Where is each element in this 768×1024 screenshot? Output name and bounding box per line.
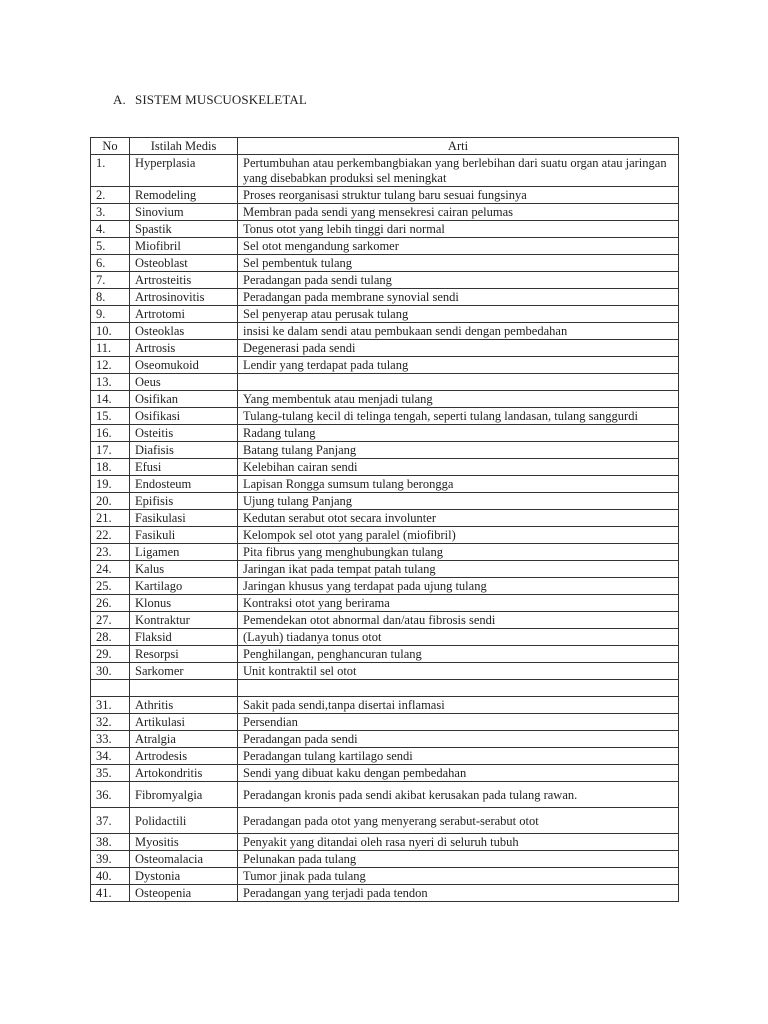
table-row	[91, 391, 679, 408]
row-definition: Sakit pada sendi,tanpa disertai inflamasi	[238, 697, 679, 714]
table-row	[91, 340, 679, 357]
table-row	[91, 629, 679, 646]
row-definition: Jaringan khusus yang terdapat pada ujung tulang	[238, 578, 679, 595]
row-term: Myositis	[130, 834, 238, 851]
table-row	[91, 238, 679, 255]
row-number: 39.	[91, 851, 130, 868]
table-row	[91, 221, 679, 238]
row-number: 16.	[91, 425, 130, 442]
table-row	[91, 527, 679, 544]
row-term: Resorpsi	[130, 646, 238, 663]
terms-table	[90, 137, 679, 902]
table-row	[91, 885, 679, 902]
row-definition: Lendir yang terdapat pada tulang	[238, 357, 679, 374]
row-number: 32.	[91, 714, 130, 731]
row-definition: Pemendekan otot abnormal dan/atau fibrosis sendi	[238, 612, 679, 629]
row-definition: Sendi yang dibuat kaku dengan pembedahan	[238, 765, 679, 782]
table-row	[91, 442, 679, 459]
row-definition: Tonus otot yang lebih tinggi dari normal	[238, 221, 679, 238]
row-number: 24.	[91, 561, 130, 578]
table-row	[91, 306, 679, 323]
table-row	[91, 476, 679, 493]
row-definition: Ujung tulang Panjang	[238, 493, 679, 510]
row-term: Osteitis	[130, 425, 238, 442]
row-definition: Unit kontraktil sel otot	[238, 663, 679, 680]
row-term: Sarkomer	[130, 663, 238, 680]
row-number: 38.	[91, 834, 130, 851]
row-definition: Jaringan ikat pada tempat patah tulang	[238, 561, 679, 578]
row-term: Osifikan	[130, 391, 238, 408]
row-term: Dystonia	[130, 868, 238, 885]
row-definition: Peradangan pada membrane synovial sendi	[238, 289, 679, 306]
table-row	[91, 748, 679, 765]
table-row	[91, 851, 679, 868]
row-term: Athritis	[130, 697, 238, 714]
row-term: Osifikasi	[130, 408, 238, 425]
row-definition: Batang tulang Panjang	[238, 442, 679, 459]
row-number: 31.	[91, 697, 130, 714]
row-definition: Sel pembentuk tulang	[238, 255, 679, 272]
row-number: 13.	[91, 374, 130, 391]
row-term: Artrotomi	[130, 306, 238, 323]
table-row	[91, 714, 679, 731]
row-term: Artrosis	[130, 340, 238, 357]
row-number: 14.	[91, 391, 130, 408]
table-row-blank	[91, 680, 679, 697]
row-number: 19.	[91, 476, 130, 493]
table-row	[91, 731, 679, 748]
row-number: 9.	[91, 306, 130, 323]
row-definition: Peradangan pada sendi tulang	[238, 272, 679, 289]
header-definition: Arti	[238, 138, 679, 155]
row-definition: Yang membentuk atau menjadi tulang	[238, 391, 679, 408]
row-number: 11.	[91, 340, 130, 357]
row-definition: Kelebihan cairan sendi	[238, 459, 679, 476]
row-definition: Pita fibrus yang menghubungkan tulang	[238, 544, 679, 561]
row-number: 26.	[91, 595, 130, 612]
row-term: Diafisis	[130, 442, 238, 459]
table-row	[91, 765, 679, 782]
row-term: Artokondritis	[130, 765, 238, 782]
row-definition: Penyakit yang ditandai oleh rasa nyeri di seluruh tubuh	[238, 834, 679, 851]
row-definition	[238, 680, 679, 697]
row-term: Fasikulasi	[130, 510, 238, 527]
row-definition: Proses reorganisasi struktur tulang baru sesuai fungsinya	[238, 187, 679, 204]
section-number: A.	[113, 92, 126, 107]
row-term: Fibromyalgia	[130, 782, 238, 808]
row-number: 37.	[91, 808, 130, 834]
table-row	[91, 272, 679, 289]
row-term: Atralgia	[130, 731, 238, 748]
row-term: Oeus	[130, 374, 238, 391]
row-term: Remodeling	[130, 187, 238, 204]
table-row	[91, 408, 679, 425]
header-no: No	[91, 138, 130, 155]
section-title: SISTEM MUSCUOSKELETAL	[135, 92, 307, 107]
row-term	[130, 680, 238, 697]
row-term: Osteoklas	[130, 323, 238, 340]
row-number: 22.	[91, 527, 130, 544]
table-row	[91, 578, 679, 595]
row-definition: Pelunakan pada tulang	[238, 851, 679, 868]
row-term: Klonus	[130, 595, 238, 612]
row-term: Osteoblast	[130, 255, 238, 272]
table-row	[91, 663, 679, 680]
terms-table-body	[91, 155, 679, 902]
table-row	[91, 204, 679, 221]
row-number: 4.	[91, 221, 130, 238]
row-number: 21.	[91, 510, 130, 527]
row-number: 34.	[91, 748, 130, 765]
row-number: 2.	[91, 187, 130, 204]
row-term: Artikulasi	[130, 714, 238, 731]
row-number: 20.	[91, 493, 130, 510]
row-definition: Peradangan yang terjadi pada tendon	[238, 885, 679, 902]
table-row	[91, 493, 679, 510]
table-row	[91, 868, 679, 885]
row-number: 10.	[91, 323, 130, 340]
row-term: Efusi	[130, 459, 238, 476]
table-row	[91, 646, 679, 663]
row-definition: Peradangan kronis pada sendi akibat kerusakan pada tulang rawan.	[238, 782, 679, 808]
table-row	[91, 510, 679, 527]
table-row	[91, 544, 679, 561]
row-number: 33.	[91, 731, 130, 748]
row-definition: Peradangan tulang kartilago sendi	[238, 748, 679, 765]
row-term: Spastik	[130, 221, 238, 238]
row-number: 29.	[91, 646, 130, 663]
row-definition: Tumor jinak pada tulang	[238, 868, 679, 885]
row-definition: insisi ke dalam sendi atau pembukaan sendi dengan pembedahan	[238, 323, 679, 340]
table-row	[91, 697, 679, 714]
row-number: 15.	[91, 408, 130, 425]
table-row	[91, 808, 679, 834]
row-term: Epifisis	[130, 493, 238, 510]
row-definition: Membran pada sendi yang mensekresi cairan pelumas	[238, 204, 679, 221]
row-term: Artrosteitis	[130, 272, 238, 289]
row-definition: (Layuh) tiadanya tonus otot	[238, 629, 679, 646]
row-term: Miofibril	[130, 238, 238, 255]
row-number: 36.	[91, 782, 130, 808]
row-term: Polidactili	[130, 808, 238, 834]
table-row	[91, 155, 679, 187]
row-term: Ligamen	[130, 544, 238, 561]
row-term: Flaksid	[130, 629, 238, 646]
row-number: 3.	[91, 204, 130, 221]
row-definition: Lapisan Rongga sumsum tulang berongga	[238, 476, 679, 493]
row-number: 12.	[91, 357, 130, 374]
table-row	[91, 595, 679, 612]
row-number: 35.	[91, 765, 130, 782]
row-definition: Sel otot mengandung sarkomer	[238, 238, 679, 255]
row-number: 25.	[91, 578, 130, 595]
table-row	[91, 561, 679, 578]
row-definition: Tulang-tulang kecil di telinga tengah, seperti tulang landasan, tulang sanggurdi	[238, 408, 679, 425]
row-definition: Kedutan serabut otot secara involunter	[238, 510, 679, 527]
table-row	[91, 425, 679, 442]
row-number: 17.	[91, 442, 130, 459]
row-term: Kontraktur	[130, 612, 238, 629]
row-number: 18.	[91, 459, 130, 476]
table-row	[91, 782, 679, 808]
row-number: 27.	[91, 612, 130, 629]
row-term: Artrosinovitis	[130, 289, 238, 306]
table-row	[91, 459, 679, 476]
row-definition: Kontraksi otot yang berirama	[238, 595, 679, 612]
row-number	[91, 680, 130, 697]
row-definition: Persendian	[238, 714, 679, 731]
row-number: 41.	[91, 885, 130, 902]
table-header-row	[91, 138, 679, 155]
table-row	[91, 323, 679, 340]
section-heading	[113, 92, 307, 108]
table-row	[91, 612, 679, 629]
row-number: 28.	[91, 629, 130, 646]
row-definition: Radang tulang	[238, 425, 679, 442]
row-term: Sinovium	[130, 204, 238, 221]
table-row	[91, 357, 679, 374]
row-term: Artrodesis	[130, 748, 238, 765]
row-term: Endosteum	[130, 476, 238, 493]
row-definition: Peradangan pada sendi	[238, 731, 679, 748]
header-term: Istilah Medis	[130, 138, 238, 155]
row-definition: Pertumbuhan atau perkembangbiakan yang berlebihan dari suatu organ atau jaringan yang disebabkan produksi sel meningkat	[238, 155, 679, 187]
table-row	[91, 255, 679, 272]
row-number: 6.	[91, 255, 130, 272]
row-definition: Degenerasi pada sendi	[238, 340, 679, 357]
row-definition	[238, 374, 679, 391]
row-number: 30.	[91, 663, 130, 680]
table-row	[91, 289, 679, 306]
row-term: Kalus	[130, 561, 238, 578]
row-definition: Peradangan pada otot yang menyerang serabut-serabut otot	[238, 808, 679, 834]
row-term: Osteomalacia	[130, 851, 238, 868]
row-term: Kartilago	[130, 578, 238, 595]
row-number: 7.	[91, 272, 130, 289]
row-number: 1.	[91, 155, 130, 187]
row-number: 40.	[91, 868, 130, 885]
table-row	[91, 834, 679, 851]
table-row	[91, 374, 679, 391]
row-definition: Penghilangan, penghancuran tulang	[238, 646, 679, 663]
row-number: 8.	[91, 289, 130, 306]
row-term: Osteopenia	[130, 885, 238, 902]
row-term: Fasikuli	[130, 527, 238, 544]
row-term: Oseomukoid	[130, 357, 238, 374]
row-number: 23.	[91, 544, 130, 561]
table-row	[91, 187, 679, 204]
row-definition: Sel penyerap atau perusak tulang	[238, 306, 679, 323]
row-term: Hyperplasia	[130, 155, 238, 187]
row-number: 5.	[91, 238, 130, 255]
row-definition: Kelompok sel otot yang paralel (miofibril)	[238, 527, 679, 544]
